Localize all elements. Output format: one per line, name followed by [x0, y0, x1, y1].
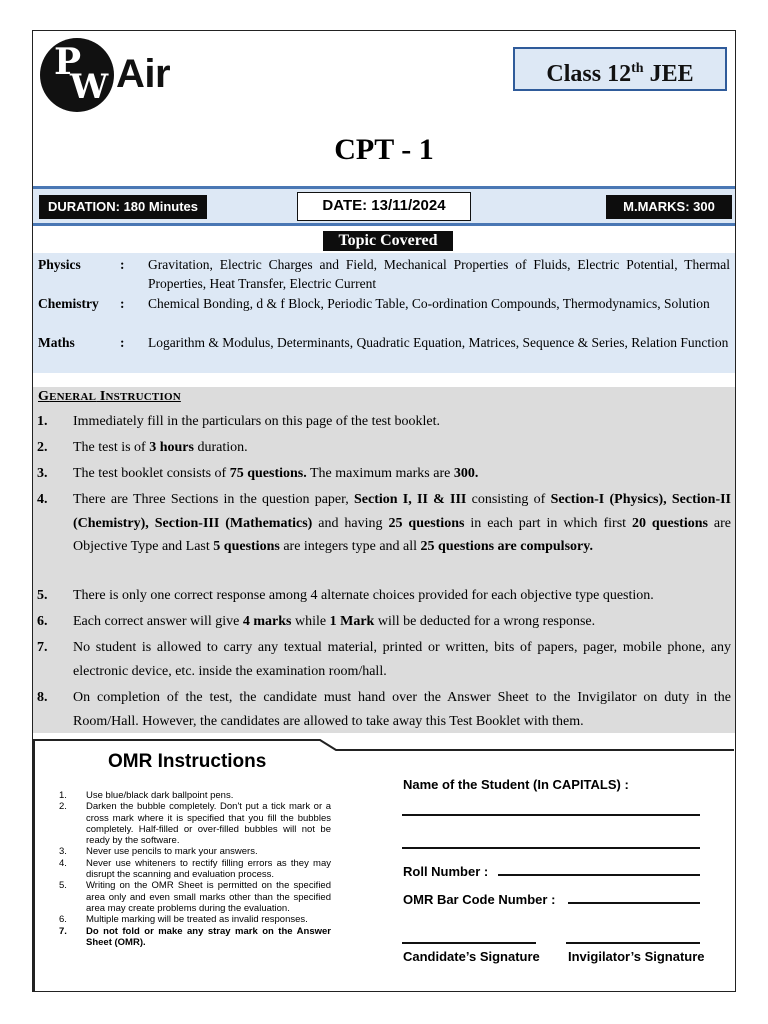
student-name-label: Name of the Student (In CAPITALS) :	[403, 777, 629, 792]
omr-instruction-item	[56, 926, 331, 949]
omr-instruction-number: 5.	[59, 880, 67, 892]
instruction-bold-text: 4 marks	[242, 614, 292, 629]
instruction-text	[73, 636, 731, 683]
omr-instruction-text: Never use pencils to mark your answers.	[86, 846, 258, 858]
topics-heading: Topic Covered	[323, 231, 453, 251]
instruction-bold-text: 25 questions are compulsory.	[420, 539, 593, 554]
instruction-text-segment: On completion of the test, the candidate must hand over the Answer Sheet to the Invigilator on duty in the Room/Hall. However, the candidates are allowed to take away this Test Booklet with them.	[73, 690, 731, 729]
omr-instruction-text: Darken the bubble completely. Don't put a tick mark or a cross mark where it is specified that you fill the bubbles completely. Half-filled or over-filled bubbles will not be ready by the software.	[86, 801, 331, 847]
topic-subject: Physics	[38, 257, 81, 272]
topic-subject: Chemistry	[38, 296, 99, 311]
instruction-bold-text: 300.	[453, 466, 479, 481]
title-part: ENERAL	[49, 391, 97, 403]
omr-instruction-item	[56, 846, 331, 857]
omr-instruction-number: 4.	[59, 857, 67, 869]
title-part: NSTRUCTION	[105, 391, 181, 403]
duration-badge: DURATION: 180 Minutes	[39, 195, 207, 219]
omr-instruction-item	[56, 914, 331, 925]
topic-text: Gravitation, Electric Charges and Field, Mechanical Properties of Fluids, Electric Potential, Thermal Properties, Heat Transfer, Electric Current	[148, 257, 730, 291]
instruction-text-segment: consisting of	[466, 492, 551, 507]
instruction-text	[73, 610, 731, 634]
logo-brand-text: Air	[116, 52, 171, 96]
omr-instruction-text: Never use whiteners to rectify filling errors as they may disrupt the scanning and evaluation process.	[86, 857, 331, 881]
logo-letter-w: W	[70, 67, 109, 107]
omr-instruction-number: 7.	[59, 925, 67, 937]
topic-subject: Maths	[38, 335, 75, 350]
instruction-number: 5.	[37, 588, 48, 603]
instruction-number: 4.	[37, 492, 48, 507]
topic-text: Chemical Bonding, d & f Block, Periodic Table, Co-ordination Compounds, Thermodynamics, Solution	[148, 296, 710, 311]
roll-number-line[interactable]	[498, 874, 700, 876]
omr-title: OMR Instructions	[108, 751, 267, 772]
topic-text: Logarithm & Modulus, Determinants, Quadratic Equation, Matrices, Sequence & Series, Relation Function	[148, 335, 729, 350]
instruction-text-segment: will be deducted for a wrong response.	[374, 614, 596, 629]
omr-instruction-number: 1.	[59, 790, 67, 801]
instruction-bold-text: Section-I (Physics), Section-II (Chemistry), Section-III (Mathematics)	[73, 492, 732, 531]
omr-instruction-text: Writing on the OMR Sheet is permitted on the specified area only and even small marks other than the specified area may create problems during the evaluation.	[86, 880, 331, 914]
date-box: DATE: 13/11/2024	[297, 192, 471, 221]
invigilator-signature-line[interactable]	[566, 942, 700, 944]
roll-number-label: Roll Number :	[403, 864, 489, 879]
class-label-sup: th	[631, 61, 644, 76]
class-label-suffix: JEE	[643, 61, 694, 87]
instruction-number: 8.	[37, 690, 48, 705]
max-marks-badge: M.MARKS: 300	[606, 195, 732, 219]
title-part: G	[38, 389, 50, 404]
omr-instruction-text: Multiple marking will be treated as invalid responses.	[86, 914, 308, 926]
instruction-text-segment: are integers type and all	[279, 539, 421, 554]
title-part: I	[96, 389, 106, 404]
instruction-bold-text: 3 hours	[149, 440, 194, 455]
omr-instruction-text: Do not fold or make any stray mark on the Answer Sheet (OMR).	[86, 925, 331, 948]
general-instruction-title	[38, 389, 181, 405]
instruction-bold-text: 5 questions	[213, 539, 280, 554]
instruction-number: 7.	[37, 640, 48, 655]
omr-instruction-item	[56, 858, 331, 881]
instruction-text-segment: The test is of	[73, 440, 150, 455]
instruction-text	[73, 686, 731, 733]
instruction-text-segment: No student is allowed to carry any textual material, printed or written, bits of papers, pager, mobile phone, any electronic device, etc. inside the examination room/hall.	[73, 640, 731, 679]
topic-colon: :	[120, 296, 125, 311]
topic-colon: :	[120, 335, 125, 350]
info-bar-bottom-rule	[33, 223, 735, 226]
instruction-number: 2.	[37, 440, 48, 455]
omr-instruction-item	[56, 790, 331, 801]
omr-instruction-list	[56, 790, 331, 948]
class-label-main: Class 12	[546, 61, 632, 87]
omr-instruction-number: 6.	[59, 914, 67, 926]
pw-logo	[40, 38, 220, 116]
instruction-text-segment: are Objective Type and Last	[73, 515, 731, 554]
instruction-text	[73, 488, 731, 559]
omr-instruction-item	[56, 880, 331, 914]
instruction-text-segment: while	[291, 614, 330, 629]
instruction-text	[73, 410, 731, 434]
omr-barcode-line[interactable]	[568, 902, 700, 904]
student-name-line-1[interactable]	[402, 814, 700, 816]
class-label-box	[513, 47, 727, 91]
omr-instruction-number: 2.	[59, 801, 67, 813]
instruction-text-segment: duration.	[193, 440, 248, 455]
logo-letter-p: P	[54, 41, 82, 83]
instruction-text-segment: The test booklet consists of	[73, 466, 230, 481]
invigilator-signature-label: Invigilator’s Signature	[568, 949, 705, 964]
instruction-text-segment: Immediately fill in the particulars on this page of the test booklet.	[73, 414, 441, 429]
instruction-text	[73, 462, 731, 486]
omr-instruction-text: Use blue/black dark ballpoint pens.	[86, 790, 234, 801]
instruction-text-segment: There are Three Sections in the question paper,	[73, 492, 354, 507]
candidate-signature-line[interactable]	[402, 942, 536, 944]
candidate-signature-label: Candidate’s Signature	[403, 949, 540, 964]
instruction-text-segment: Each correct answer will give	[73, 614, 243, 629]
instruction-text-segment: The maximum marks are	[306, 466, 454, 481]
student-name-line-2[interactable]	[402, 847, 700, 849]
instruction-text	[73, 436, 731, 460]
instruction-bold-text: Section I, II & III	[354, 492, 467, 507]
test-title: CPT - 1	[334, 133, 434, 166]
instruction-number: 1.	[37, 414, 48, 429]
instruction-number: 3.	[37, 466, 48, 481]
instruction-text-segment: There is only one correct response among 4 alternate choices provided for each objective type question.	[73, 588, 654, 603]
instruction-number: 6.	[37, 614, 48, 629]
omr-barcode-label: OMR Bar Code Number :	[403, 892, 556, 907]
instruction-text-segment: in each part in which first	[464, 515, 632, 531]
topic-colon: :	[120, 257, 125, 272]
omr-instruction-number: 3.	[59, 846, 67, 858]
instruction-bold-text: 1 Mark	[329, 614, 375, 629]
instruction-bold-text: 20 questions	[631, 515, 708, 531]
instruction-bold-text: 25 questions	[388, 515, 465, 531]
omr-instruction-item	[56, 801, 331, 846]
instruction-bold-text: 75 questions.	[229, 466, 307, 481]
instruction-text	[73, 584, 731, 608]
instruction-text-segment: and having	[312, 515, 389, 531]
